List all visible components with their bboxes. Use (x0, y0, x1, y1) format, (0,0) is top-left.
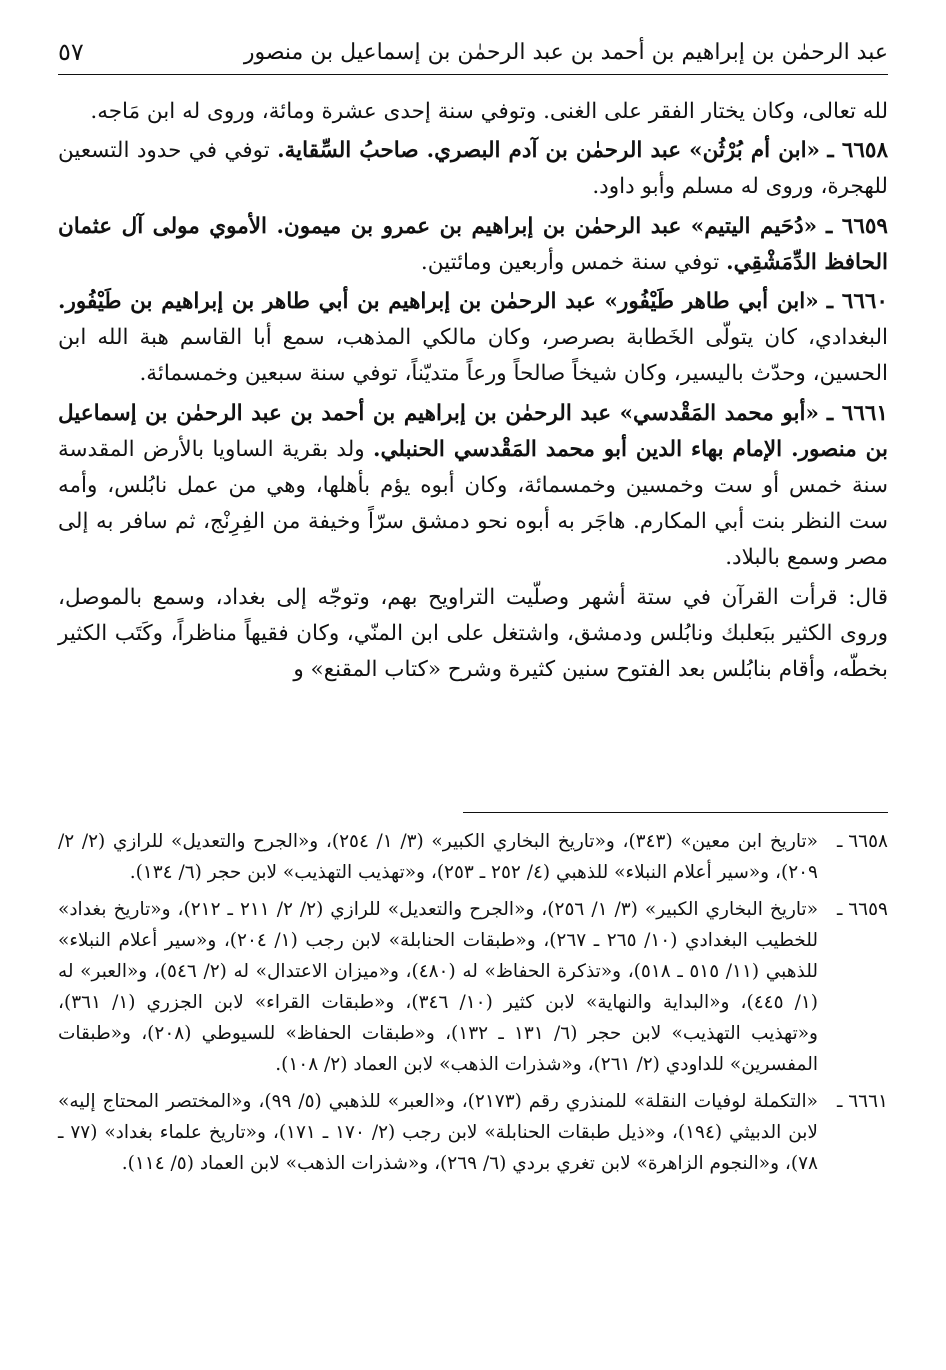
footnote-text: «تاريخ ابن معين» (٣٤٣)، و«تاريخ البخاري الكبير» (٣/ ١/ ٢٥٤)، و«الجرح والتعديل» للرازي (٢/ ٢/ ٢٠٩)، و«سير أعلام النبلاء» للذهبي (٤/ ٢٥٢ ـ ٢٥٣)، و«تهذيب التهذيب» لابن حجر (٦/ ١٣٤). (58, 831, 818, 883)
footnote-number: ٦٦٥٨ ـ (836, 831, 888, 852)
entry-number: ٦٦٦١ ـ (826, 400, 888, 426)
footnote-text: «تاريخ البخاري الكبير» (٣/ ١/ ٢٥٦)، و«الجرح والتعديل» للرازي (٢/ ٢/ ٢١١ ـ ٢١٢)، و«تاريخ بغداد» للخطيب البغدادي (١٠/ ٢٦٥ ـ ٢٦٧)، و«طبقات الحنابلة» لابن رجب (١/ ٢٠٤)، و«سير أعلام النبلاء» للذهبي (١١/ ٥١٥ ـ ٥١٨)، و«تذكرة الحفاظ» له (٤٨٠)، و«ميزان الاعتدال» له (٢/ ٥٤٦)، و«العبر» له (١/ ٤٤٥)، و«البداية والنهاية» لابن كثير (١٠/ ٣٤٦)، و«طبقات القراء» لابن الجزري (١/ ٣٦١)، و«تهذيب التهذيب» لابن حجر (٦/ ١٣١ ـ ١٣٢)، و«طبقات الحفاظ» للسيوطي (٢٠٨)، و«طبقات المفسرين» للداودي (٢/ ٢٦١)، و«شذرات الذهب» لابن العماد (٢/ ١٠٨). (58, 899, 819, 1075)
footnotes (58, 826, 888, 1185)
footnote-6659 (58, 894, 888, 1080)
entry-number: ٦٦٥٨ ـ (827, 138, 889, 164)
footnote-number: ٦٦٦١ ـ (836, 1091, 888, 1112)
entry-6659 (58, 209, 888, 281)
footnote-6661 (58, 1086, 888, 1179)
running-header (58, 30, 888, 75)
entry-text: ولد بقرية الساويا بالأرض المقدسة سنة خمس أو ست وخمسين وخمسمائة، وكان أبوه يؤم بأهلها، وهي من عمل نابُلس، وأمه ست النظر بنت أبي المكارم. هاجَر به أبوه نحو دمشق سرّاً وخيفة من الفِرِنْج، ثم سافر به إلى مصر وسمع بالبلاد. (58, 436, 888, 571)
paragraph-continuation (58, 94, 888, 130)
entry-number: ٦٦٥٩ ـ (825, 213, 888, 239)
entry-6658 (58, 133, 888, 205)
entry-text: البغدادي، كان يتولّى الخَطابة بصرصر، وكان مالكي المذهب، سمع أبا القاسم هبة الله ابن الحسين، وحدّث باليسير، وكان شيخاً صالحاً ورعاً متديّناً، توفي سنة سبعين وخمسمائة. (58, 325, 888, 387)
footnote-divider (463, 812, 888, 813)
entry-6661 (58, 396, 888, 577)
entry-text: توفي سنة خمس وأربعين ومائتين. (420, 249, 727, 275)
footnote-text: «التكملة لوفيات النقلة» للمنذري رقم (٢١٧٣)، و«العبر» للذهبي (٥/ ٩٩)، و«المختصر المحتاج إليه» لابن الدبيثي (١٩٤)، و«ذيل طبقات الحنابلة» لابن رجب (٢/ ١٧٠ ـ ١٧١)، و«تاريخ علماء بغداد» (٧٧ ـ ٧٨)، و«النجوم الزاهرة» لابن تغري بردي (٦/ ٢٦٩)، و«شذرات الذهب» لابن العماد (٥/ ١١٤). (58, 1091, 818, 1174)
entry-number: ٦٦٦٠ ـ (826, 289, 888, 315)
entry-6660 (58, 284, 888, 393)
paragraph-text: لله تعالى، وكان يختار الفقر على الغنى. وتوفي سنة إحدى عشرة ومائة، وروى له ابن مَاجه. (90, 99, 888, 124)
entry-name: «أبو محمد المَقْدسي» عبد الرحمٰن بن إبراهيم بن أحمد بن عبد الرحمٰن بن إسماعيل بن منصور. الإمام بهاء الدين أبو محمد المَقْدسي الحنبلي. (58, 400, 889, 462)
entry-text: توفي في حدود التسعين للهجرة، وروى له مسلم وأبو داود. (58, 138, 888, 200)
header-title: عبد الرحمٰن بن إبراهيم بن أحمد بن عبد الرحمٰن بن إسماعيل بن منصور (243, 39, 888, 65)
entry-name: «دُحَيم اليتيم» عبد الرحمٰن بن إبراهيم بن عمرو بن ميمون. الأموي مولى آل عثمان الحافظ الدِّمَشْقِي. (58, 213, 888, 275)
footnote-number: ٦٦٥٩ ـ (836, 899, 888, 920)
entry-name: «ابن أم بُرْثُن» عبد الرحمٰن بن آدم البصري. صاحبُ السِّقاية. (277, 138, 820, 164)
entry-name: «ابن أبي طاهر طَيْفُور» عبد الرحمٰن بن إبراهيم بن أبي طاهر بن إبراهيم بن طَيْفُور. (58, 289, 819, 315)
page-number: ٥٧ (58, 38, 84, 66)
main-text (58, 94, 888, 691)
paragraph-text: قال: قرأت القرآن في ستة أشهر وصلّيت التراويح بهم، وتوجّه إلى بغداد، وسمع بالموصل، وروى الكثير ببَعلبك ونابُلس ودمشق، واشتغل على ابن المنّي، وكان فقيهاً مناظراً، وكَتَب الكثير بخطّه، وأقام بنابُلس بعد الفتوح سنين كثيرة وشرح «كتاب المقنع» و (58, 584, 888, 683)
footnote-6658 (58, 826, 888, 888)
paragraph-quote (58, 580, 888, 689)
